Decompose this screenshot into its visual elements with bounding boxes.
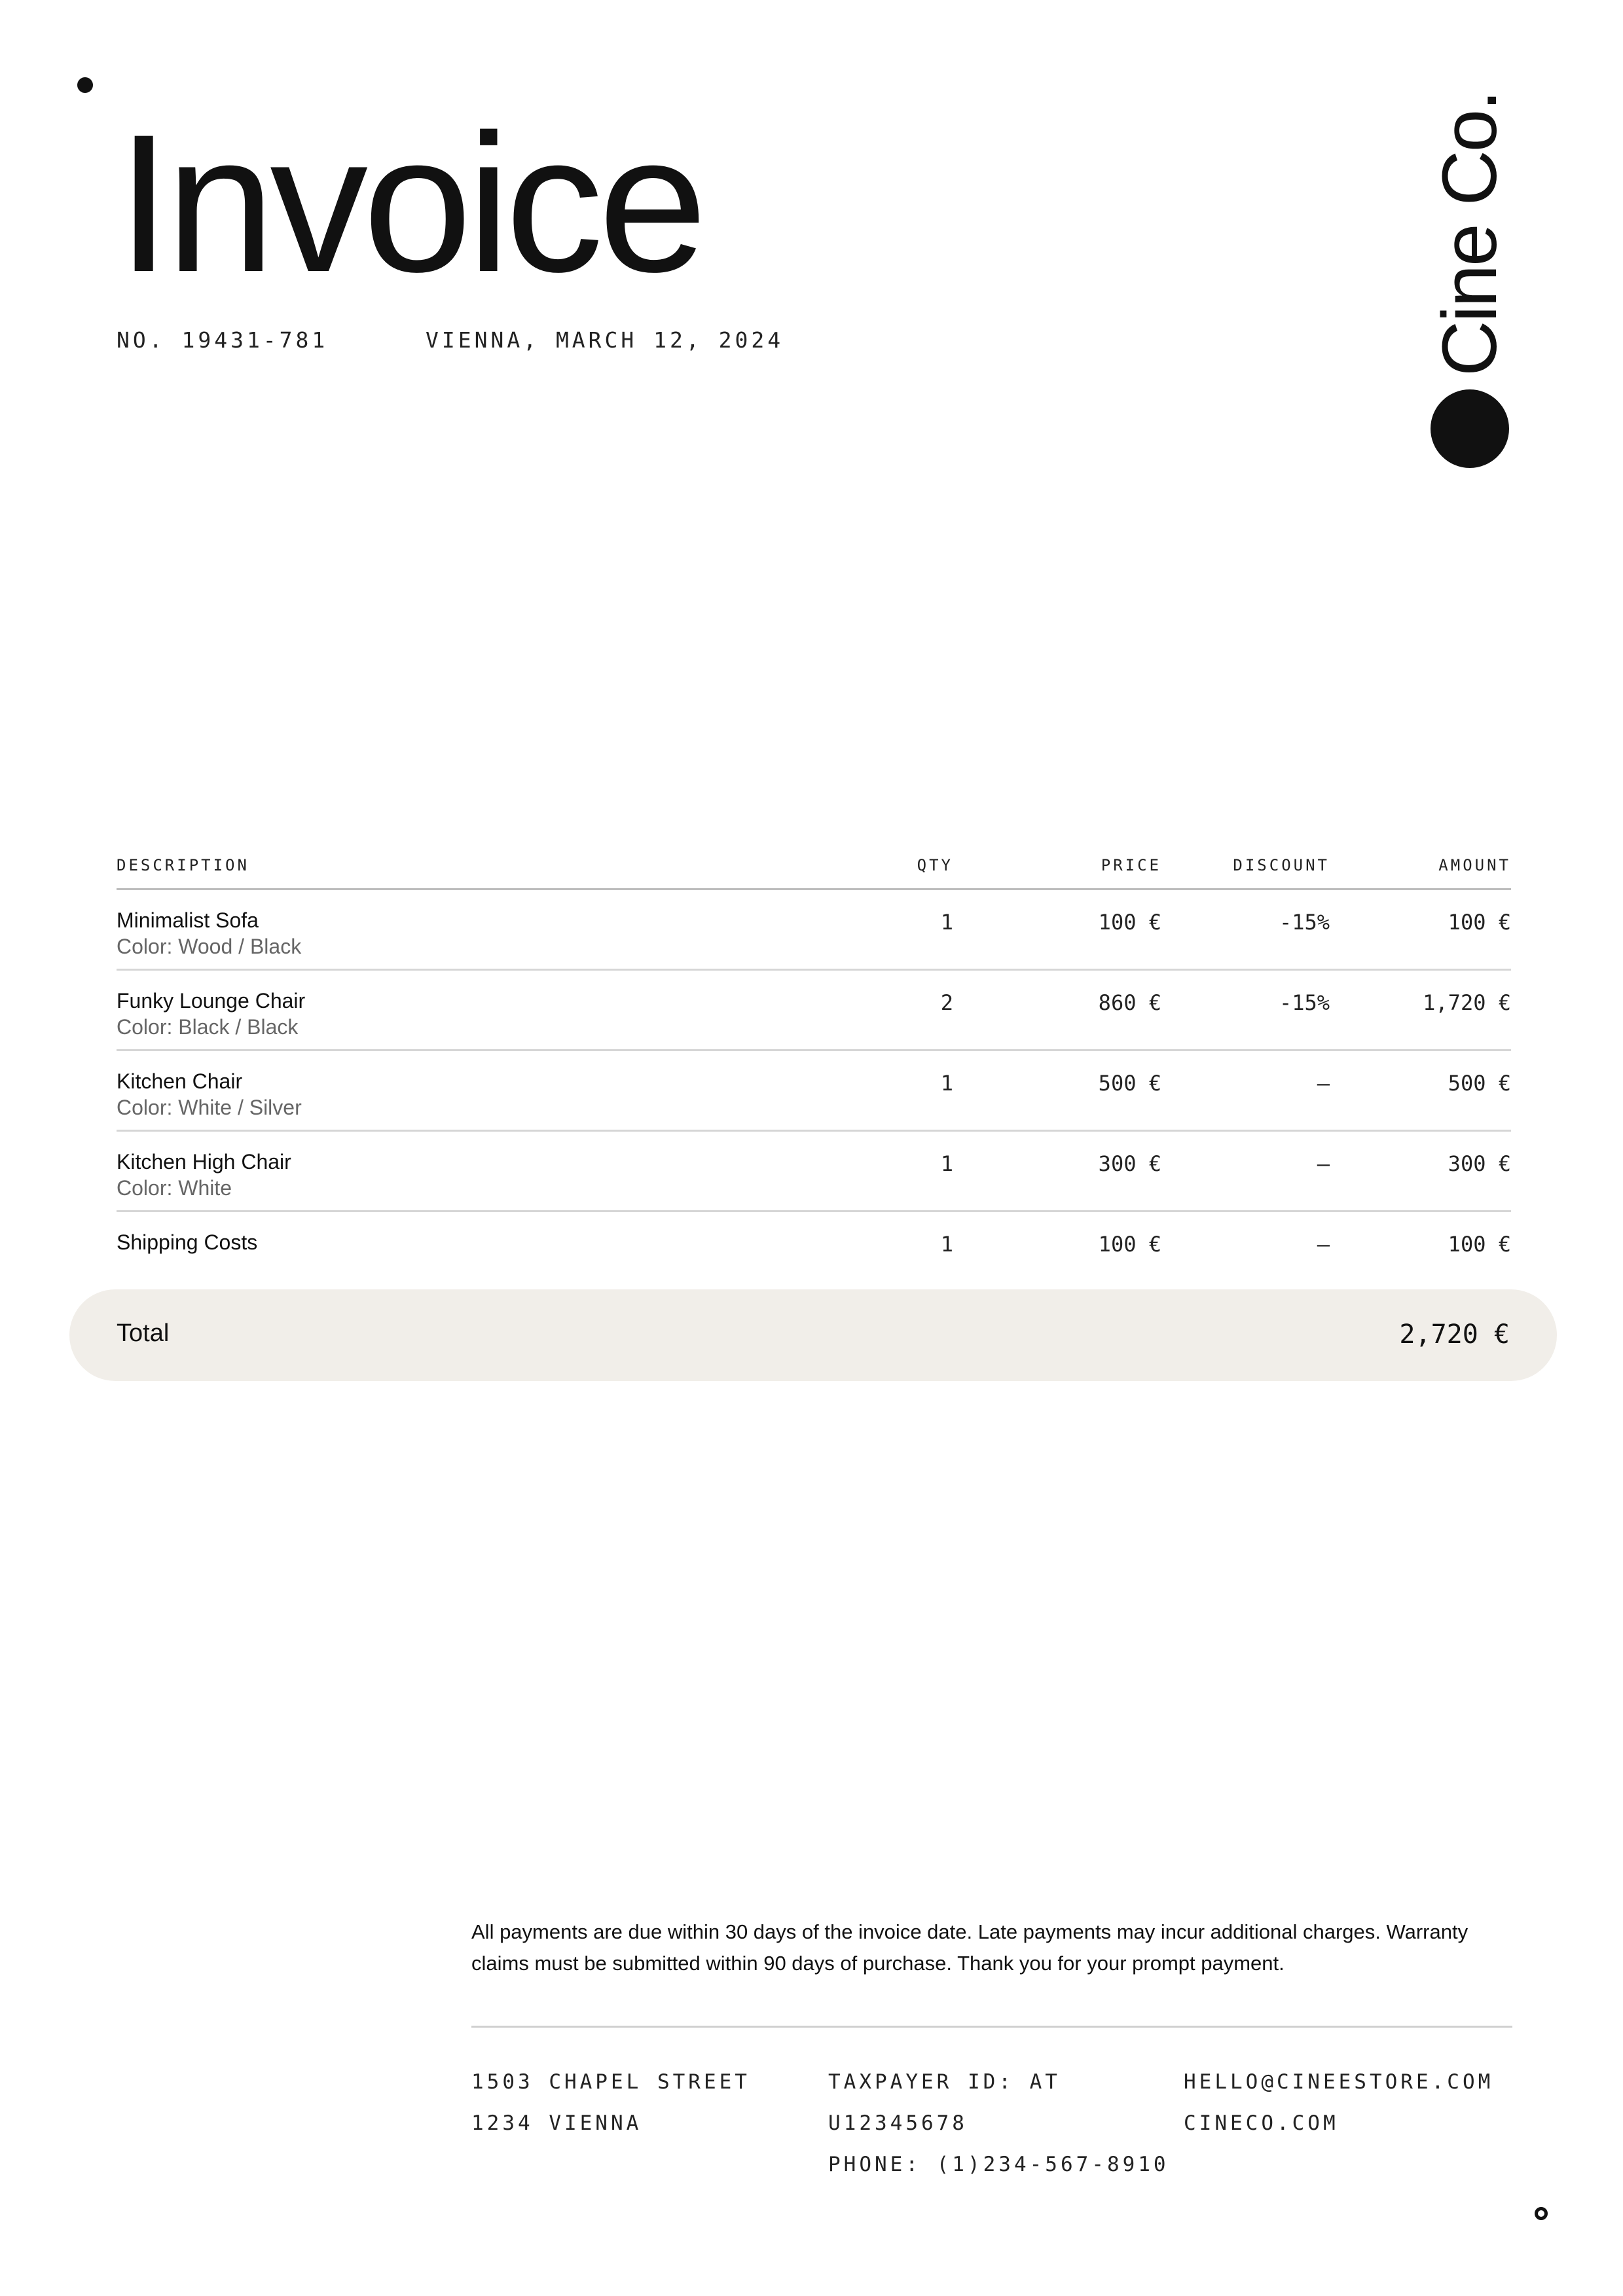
total-value: 2,720 € bbox=[1399, 1319, 1510, 1350]
email-link[interactable]: HELLO@CINEESTORE.COM bbox=[1184, 2070, 1494, 2094]
item-price: 860 € bbox=[1098, 990, 1161, 1015]
item-name: Minimalist Sofa bbox=[117, 908, 259, 932]
header-discount: DISCOUNT bbox=[1233, 856, 1330, 874]
item-name: Shipping Costs bbox=[117, 1230, 258, 1254]
header-amount: AMOUNT bbox=[1438, 856, 1511, 874]
item-qty: 1 bbox=[940, 910, 953, 935]
item-discount: — bbox=[1317, 1232, 1330, 1257]
address-street: 1503 CHAPEL STREET bbox=[471, 2070, 750, 2094]
table-row bbox=[117, 1212, 1511, 1293]
item-amount: 300 € bbox=[1448, 1151, 1511, 1176]
item-color: Color: White bbox=[117, 1176, 232, 1200]
item-discount: -15% bbox=[1279, 910, 1330, 935]
address-city: 1234 VIENNA bbox=[471, 2111, 642, 2135]
header-description: DESCRIPTION bbox=[117, 856, 249, 874]
item-qty: 2 bbox=[940, 990, 953, 1015]
footer-online bbox=[1184, 2062, 1493, 2144]
header-qty: QTY bbox=[917, 856, 953, 874]
item-name: Kitchen Chair bbox=[117, 1069, 243, 1093]
table-row bbox=[117, 890, 1511, 971]
item-description bbox=[117, 988, 305, 1040]
taxpayer-id-label: TAXPAYER ID: AT bbox=[828, 2070, 1061, 2094]
taxpayer-id-value: U12345678 bbox=[828, 2111, 968, 2135]
item-price: 300 € bbox=[1098, 1151, 1161, 1176]
item-discount: — bbox=[1317, 1071, 1330, 1096]
table-header bbox=[117, 844, 1511, 890]
item-description bbox=[117, 1149, 291, 1201]
item-name: Kitchen High Chair bbox=[117, 1150, 291, 1174]
item-color: Color: Black / Black bbox=[117, 1015, 299, 1039]
footer-address bbox=[471, 2062, 750, 2144]
table-row bbox=[117, 971, 1511, 1051]
item-description bbox=[117, 1068, 302, 1121]
item-qty: 1 bbox=[940, 1071, 953, 1096]
brand-logo-text: Cine Co. bbox=[1427, 91, 1513, 376]
item-qty: 1 bbox=[940, 1151, 953, 1176]
item-discount: -15% bbox=[1279, 990, 1330, 1015]
brand-logo-dot bbox=[1431, 389, 1509, 468]
item-color: Color: Wood / Black bbox=[117, 935, 302, 958]
invoice-number: NO. 19431-781 bbox=[117, 327, 329, 353]
item-color: Color: White / Silver bbox=[117, 1096, 302, 1119]
page-title: Invoice bbox=[117, 93, 702, 313]
item-amount: 100 € bbox=[1448, 910, 1511, 935]
item-price: 100 € bbox=[1098, 910, 1161, 935]
website-link[interactable]: CINECO.COM bbox=[1184, 2111, 1339, 2135]
total-label: Total bbox=[117, 1319, 170, 1347]
item-amount: 1,720 € bbox=[1423, 990, 1511, 1015]
phone-number: PHONE: (1)234-567-8910 bbox=[828, 2153, 1169, 2176]
invoice-place-date: VIENNA, MARCH 12, 2024 bbox=[426, 327, 784, 353]
item-price: 100 € bbox=[1098, 1232, 1161, 1257]
decorative-dot bbox=[77, 77, 93, 93]
header-price: PRICE bbox=[1101, 856, 1161, 874]
item-description bbox=[117, 1229, 257, 1255]
footer-tax-contact bbox=[828, 2062, 1169, 2185]
item-description bbox=[117, 907, 301, 960]
footer-divider bbox=[471, 2026, 1512, 2028]
payment-terms: All payments are due within 30 days of the invoice date. Late payments may incur additional charges. Warranty claims must be submitted within 90 days of purchase. Thank you for your prompt payment. bbox=[471, 1920, 1468, 1975]
item-discount: — bbox=[1317, 1151, 1330, 1176]
invoice-table bbox=[117, 844, 1511, 1293]
decorative-ring bbox=[1535, 2207, 1548, 2220]
item-price: 500 € bbox=[1098, 1071, 1161, 1096]
item-qty: 1 bbox=[940, 1232, 953, 1257]
item-amount: 500 € bbox=[1448, 1071, 1511, 1096]
table-row bbox=[117, 1132, 1511, 1212]
item-name: Funky Lounge Chair bbox=[117, 989, 306, 1013]
total-bar bbox=[69, 1289, 1557, 1381]
brand-logo bbox=[1427, 91, 1513, 475]
item-amount: 100 € bbox=[1448, 1232, 1511, 1257]
table-row bbox=[117, 1051, 1511, 1132]
